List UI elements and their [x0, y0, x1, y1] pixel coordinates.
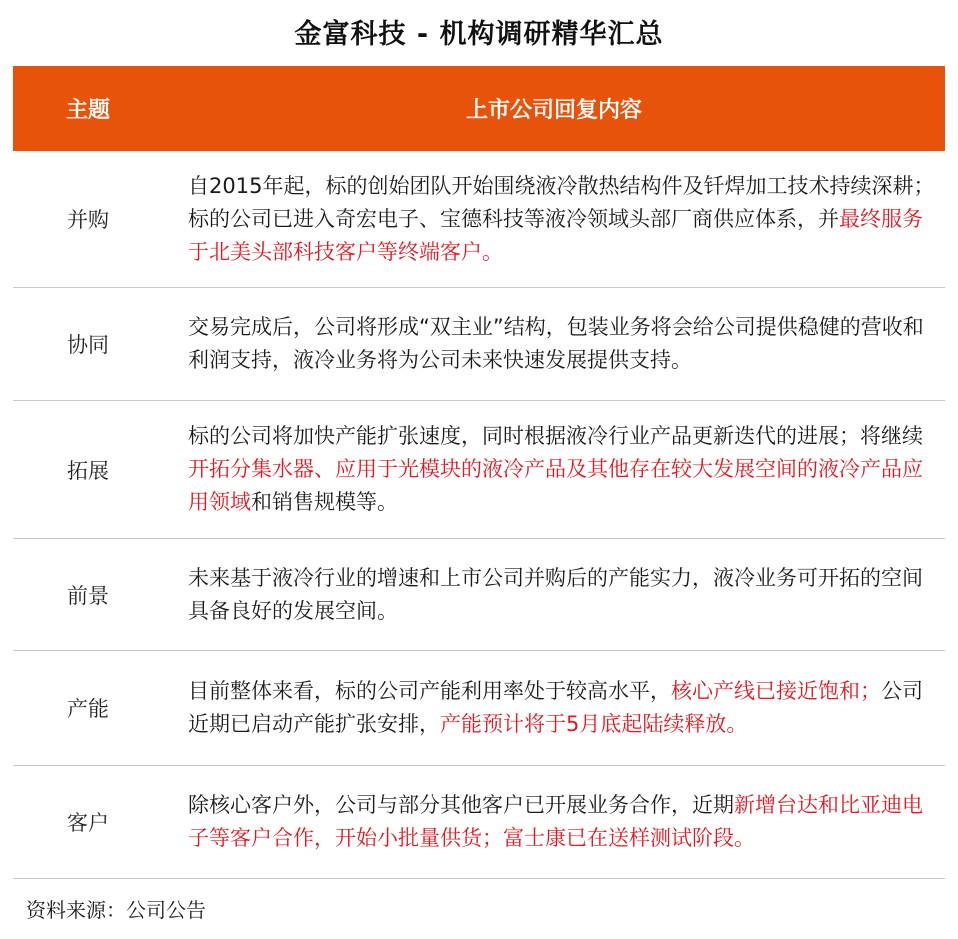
row-topic: 产能: [67, 697, 109, 721]
row-content: [163, 311, 945, 377]
row-content: [163, 170, 945, 269]
table-body: [13, 151, 945, 879]
table-row: [13, 151, 945, 288]
row-topic: 协同: [67, 333, 109, 357]
header-content: 上市公司回复内容: [465, 98, 642, 123]
body-text: 和销售规模等。: [251, 490, 398, 514]
row-topic: 并购: [67, 208, 109, 232]
table-header: [13, 66, 945, 151]
row-topic: 前景: [67, 583, 109, 608]
page-title: 金富科技 - 机构调研精华汇总: [294, 19, 664, 50]
table-row: [13, 651, 945, 766]
table-row: [13, 766, 945, 879]
body-text: 交易完成后，公司将形成“双主业”结构，包装业务将会给公司提供稳健的营收和利润支持，液冷业务将为公司未来快速发展提供支持。: [188, 315, 924, 372]
table-row: [13, 401, 945, 539]
body-text: 未来基于液冷行业的增速和上市公司并购后的产能实力，液冷业务可开拓的空间具备良好的发展空间。: [188, 565, 923, 623]
row-content: [163, 675, 945, 741]
table-row: [13, 539, 945, 651]
body-text: 标的公司将加快产能扩张速度，同时根据液冷行业产品更新迭代的进展；将继续: [188, 424, 923, 448]
body-text: 公司近期已启动产能扩张安排，: [188, 679, 923, 736]
highlight-text: 新增台达和比亚迪电子等客户合作，开始小批量供货；富士康已在送样测试阶段。: [188, 793, 923, 850]
body-text: 目前整体来看，标的公司产能利用率处于较高水平，: [188, 679, 671, 703]
summary-table: [13, 66, 945, 879]
row-content: [163, 562, 945, 628]
highlight-text: 开拓分集水器、应用于光模块的液冷产品及其他存在较大发展空间的液冷产品应用领域: [188, 457, 923, 514]
body-text: 除核心客户外，公司与部分其他客户已开展业务合作，近期: [188, 793, 734, 817]
row-topic: 拓展: [67, 458, 109, 483]
body-text: 自2015年起，标的创始团队开始围绕液冷散热结构件及钎焊加工技术持续深耕；标的公司已进入奇宏电子、宝德科技等液冷领域头部厂商供应体系，并: [188, 173, 935, 231]
source-note: 资料来源：公司公告: [26, 898, 206, 922]
table-row: [13, 288, 945, 401]
highlight-text: 产能预计将于5月底起陆续释放。: [440, 712, 748, 736]
highlight-text: 最终服务于北美头部科技客户等终端客户。: [188, 206, 923, 264]
row-topic: 客户: [67, 811, 109, 835]
highlight-text: 核心产线已接近饱和；: [671, 679, 881, 703]
header-topic: 主题: [65, 98, 110, 123]
row-content: [163, 420, 945, 519]
row-content: [163, 789, 945, 855]
